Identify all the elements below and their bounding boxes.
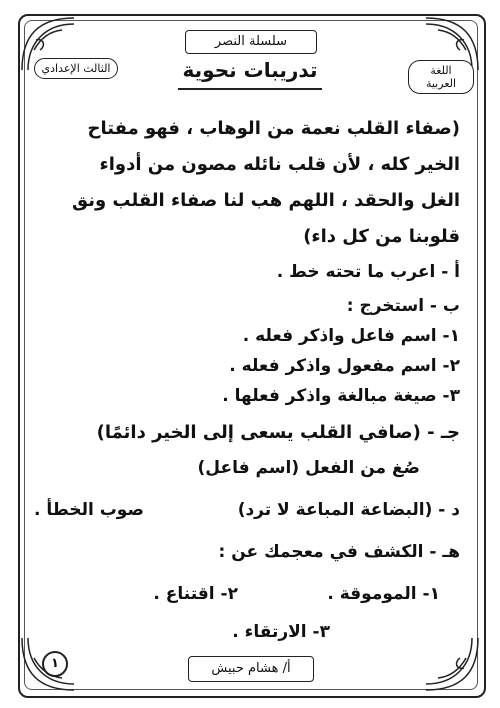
- grade-label: الثالث الإعدادي: [34, 58, 118, 79]
- page-title: تدريبات نحوية: [182, 58, 318, 82]
- question-e-1: ١- الموموقة .: [327, 584, 440, 604]
- question-e: هـ - الكشف في معجمك عن :: [218, 542, 460, 562]
- question-e-2: ٢- اقتناع .: [153, 584, 238, 604]
- passage-line-1: (صفاء القلب نعمة من الوهاب ، فهو مفتاح: [87, 118, 460, 139]
- series-label: سلسلة النصر: [185, 30, 317, 54]
- title-underline: [178, 88, 322, 90]
- question-c-sentence: جـ - (صافي القلب يسعى إلى الخير دائمًا): [96, 422, 460, 443]
- passage-line-3: الغل والحقد ، اللهم هب لنا صفاء القلب ونق: [71, 190, 460, 211]
- corner-ornament-icon: [416, 628, 486, 698]
- question-b: ب - استخرج :: [346, 296, 460, 316]
- question-a: أ - اعرب ما تحته خط .: [276, 262, 460, 282]
- question-b-2: ٢- اسم مفعول واذكر فعله .: [229, 356, 460, 376]
- passage-line-2: الخير كله ، لأن قلب نائله مصون من أدواء: [99, 154, 460, 175]
- passage-line-4: قلوبنا من كل داء): [303, 226, 460, 247]
- author-label: أ/ هشام حبيش: [188, 656, 314, 682]
- question-b-3: ٣- صيغة مبالغة واذكر فعلها .: [222, 386, 460, 406]
- question-d-sentence: د - (البضاعة المباعة لا ترد): [237, 500, 460, 520]
- question-d-task: صوب الخطأ .: [34, 500, 144, 520]
- subject-label: اللغة العربية: [408, 60, 474, 94]
- question-c-task: صُغ من الفعل (اسم فاعل): [197, 458, 420, 478]
- page-number: ١: [42, 651, 68, 677]
- question-e-3: ٣- الارتقاء .: [232, 622, 330, 642]
- question-b-1: ١- اسم فاعل واذكر فعله .: [242, 326, 460, 346]
